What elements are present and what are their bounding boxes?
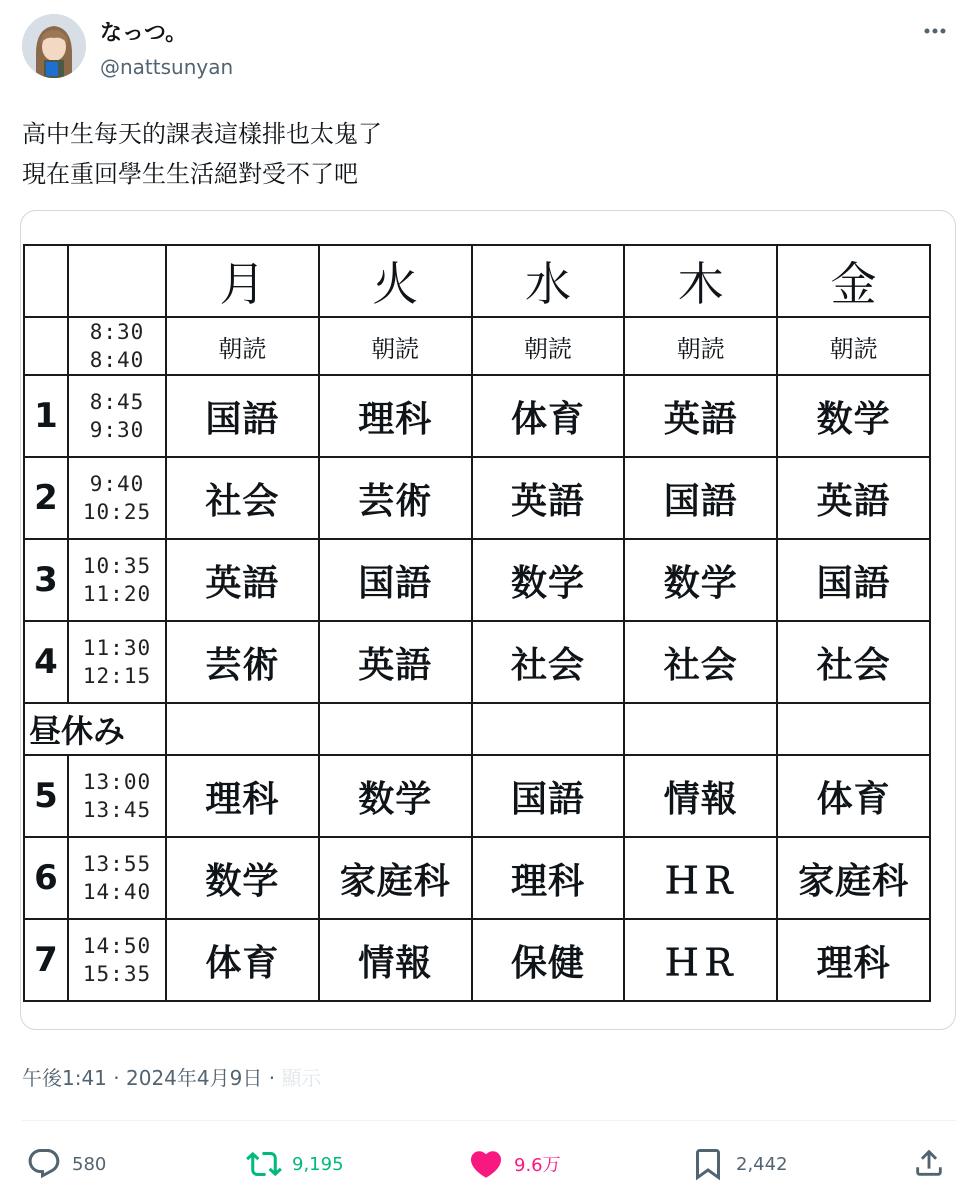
subject-cell: 体育: [166, 919, 319, 1001]
day-header: 木: [624, 245, 777, 317]
subject-cell: 英語: [472, 457, 625, 539]
morning-reading-cell: 朝読: [319, 317, 472, 375]
heart-icon: [468, 1146, 504, 1182]
like-count: 9.6万: [514, 1155, 561, 1176]
subject-cell: 芸術: [319, 457, 472, 539]
subject-cell: 数学: [472, 539, 625, 621]
subject-cell: 保健: [472, 919, 625, 1001]
bookmark-button[interactable]: [690, 1146, 788, 1182]
subject-cell: 理科: [166, 755, 319, 837]
corner-cell: [24, 245, 68, 317]
lunch-cell: [319, 703, 472, 755]
time-start: 8:30: [89, 320, 145, 344]
subject-cell: 英語: [319, 621, 472, 703]
day-header: 火: [319, 245, 472, 317]
period-row: [24, 539, 930, 621]
lunch-cell: [624, 703, 777, 755]
share-button[interactable]: [912, 1146, 946, 1180]
views-label: 顯示: [281, 1066, 322, 1090]
reply-icon: [26, 1146, 62, 1182]
subject-cell: 数学: [777, 375, 930, 457]
time-start: 11:30: [82, 636, 152, 660]
like-button[interactable]: [468, 1146, 561, 1182]
time-cell: [68, 457, 166, 539]
subject-cell: 数学: [624, 539, 777, 621]
subject-cell: 情報: [624, 755, 777, 837]
subject-cell: 体育: [777, 755, 930, 837]
time-cell: [68, 755, 166, 837]
day-header: 水: [472, 245, 625, 317]
subject-cell: 英語: [777, 457, 930, 539]
morning-reading-cell: 朝読: [472, 317, 625, 375]
subject-cell: 社会: [777, 621, 930, 703]
meta-separator: ·: [113, 1066, 120, 1090]
timetable: [23, 244, 931, 1002]
more-icon-glyph: [922, 18, 948, 44]
time-cell: [68, 539, 166, 621]
time-cell: [68, 375, 166, 457]
subject-cell: 国語: [319, 539, 472, 621]
subject-cell: 国語: [777, 539, 930, 621]
time-end: 13:45: [82, 798, 152, 822]
subject-cell: 理科: [472, 837, 625, 919]
time-cell: [68, 919, 166, 1001]
day-header: 金: [777, 245, 930, 317]
subject-cell: 国語: [472, 755, 625, 837]
subject-cell: 国語: [624, 457, 777, 539]
time-start: 14:50: [82, 934, 152, 958]
divider: [22, 1120, 956, 1121]
period-number: 6: [24, 837, 68, 919]
subject-cell: ＨＲ: [624, 919, 777, 1001]
subject-cell: 英語: [166, 539, 319, 621]
time-end: 9:30: [89, 418, 145, 442]
subject-cell: 数学: [166, 837, 319, 919]
period-row: [24, 375, 930, 457]
subject-cell: 情報: [319, 919, 472, 1001]
subject-cell: 理科: [319, 375, 472, 457]
morning-reading-cell: 朝読: [777, 317, 930, 375]
subject-cell: 芸術: [166, 621, 319, 703]
morning-reading-row: [24, 317, 930, 375]
subject-cell: 社会: [624, 621, 777, 703]
period-number: 3: [24, 539, 68, 621]
morning-reading-cell: 朝読: [166, 317, 319, 375]
period-number: 7: [24, 919, 68, 1001]
time-cell: [68, 621, 166, 703]
display-name[interactable]: なっつ。: [100, 21, 188, 46]
time-end: 14:40: [82, 880, 152, 904]
more-icon[interactable]: [922, 18, 948, 51]
time-end: 11:20: [82, 582, 152, 606]
retweet-icon: [246, 1146, 282, 1182]
user-handle[interactable]: @nattsunyan: [100, 55, 234, 79]
subject-cell: ＨＲ: [624, 837, 777, 919]
period-number: 1: [24, 375, 68, 457]
avatar[interactable]: [22, 14, 86, 78]
subject-cell: 国語: [166, 375, 319, 457]
time-start: 13:00: [82, 770, 152, 794]
header-row: [24, 245, 930, 317]
lunch-cell: [472, 703, 625, 755]
time-end: 10:25: [82, 500, 152, 524]
period-row: [24, 837, 930, 919]
period-row: [24, 755, 930, 837]
time-end: 12:15: [82, 664, 152, 688]
time-cell: [68, 317, 166, 375]
bookmark-count: 2,442: [736, 1153, 788, 1175]
reply-button[interactable]: [26, 1146, 106, 1182]
time-start: 8:45: [89, 390, 145, 414]
tweet-meta: [22, 1062, 321, 1091]
subject-cell: 理科: [777, 919, 930, 1001]
lunch-row: [24, 703, 930, 755]
time-start: 10:35: [82, 554, 152, 578]
tweet-time[interactable]: 午後1:41: [22, 1066, 107, 1090]
period-row: [24, 457, 930, 539]
reply-count: 580: [72, 1153, 107, 1175]
subject-cell: 社会: [166, 457, 319, 539]
bookmark-icon: [690, 1146, 726, 1182]
period-number: 2: [24, 457, 68, 539]
subject-cell: 数学: [319, 755, 472, 837]
period-row: [24, 621, 930, 703]
tweet-text: 高中生每天的課表這樣排也太鬼了 現在重回學生生活絕對受不了吧: [22, 120, 382, 188]
subject-cell: 社会: [472, 621, 625, 703]
lunch-label: 昼休み: [24, 703, 166, 755]
subject-cell: 家庭科: [777, 837, 930, 919]
subject-cell: 家庭科: [319, 837, 472, 919]
lunch-cell: [777, 703, 930, 755]
time-start: 9:40: [89, 472, 145, 496]
tweet-image[interactable]: [20, 210, 956, 1030]
time-end: 15:35: [82, 962, 152, 986]
period-number: 5: [24, 755, 68, 837]
time-cell: [68, 837, 166, 919]
meta-separator: ·: [268, 1066, 276, 1090]
period-cell: [24, 317, 68, 375]
lunch-cell: [166, 703, 319, 755]
corner-cell: [68, 245, 166, 317]
day-header: 月: [166, 245, 319, 317]
retweet-button[interactable]: [246, 1146, 344, 1182]
period-number: 4: [24, 621, 68, 703]
avatar-image: [22, 14, 86, 78]
share-icon: [912, 1146, 946, 1180]
time-start: 13:55: [82, 852, 152, 876]
morning-reading-cell: 朝読: [624, 317, 777, 375]
tweet-date[interactable]: 2024年4月9日: [126, 1066, 263, 1090]
retweet-count: 9,195: [292, 1153, 344, 1175]
period-row: [24, 919, 930, 1001]
time-end: 8:40: [89, 348, 145, 372]
subject-cell: 英語: [624, 375, 777, 457]
subject-cell: 体育: [472, 375, 625, 457]
